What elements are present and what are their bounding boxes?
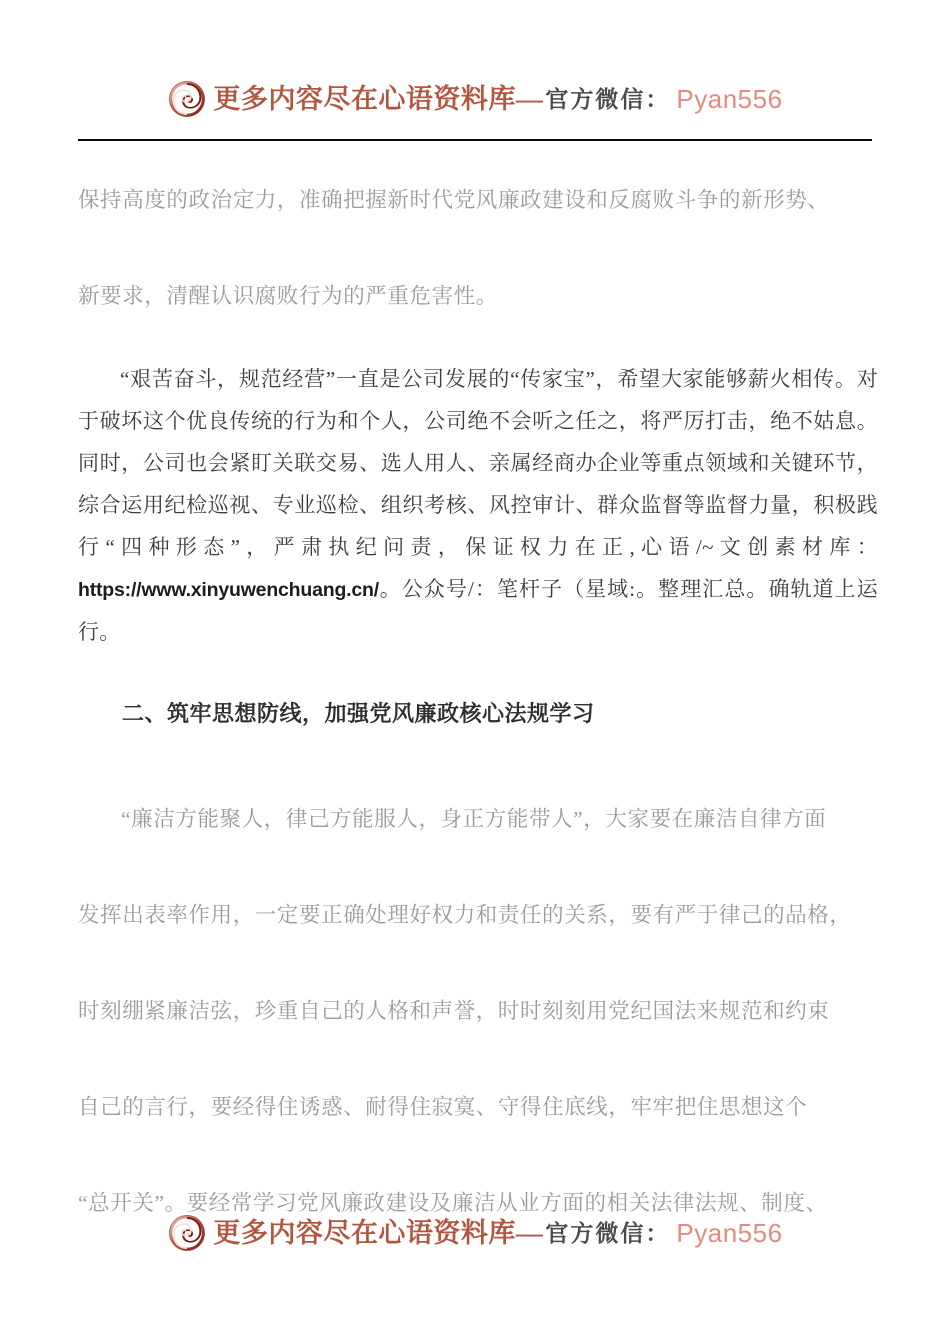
paragraph-company-tradition [78, 358, 878, 653]
watermark-brand-text: 更多内容尽在心语资料库— [213, 83, 544, 114]
section-heading-two: 二、筑牢思想防线，加强党风廉政核心法规学习 [122, 701, 595, 726]
paragraph-text-after-url: 。公众号/：笔杆子（星域:。整理汇总。确轨道上运行。 [78, 577, 878, 644]
footer-watermark [0, 1208, 950, 1258]
paragraph-line: 保持高度的政治定力，准确把握新时代党风廉政建设和反腐败斗争的新形势、 [78, 188, 830, 212]
document-body [78, 152, 878, 1251]
spacer [78, 725, 878, 771]
watermark-wechat-label: 官方微信： [545, 1220, 671, 1246]
watermark-brand-text: 更多内容尽在心语资料库— [213, 1217, 544, 1248]
spacer [78, 344, 878, 358]
watermark-wechat-id: Pyan556 [676, 1218, 783, 1248]
paragraph-line: 发挥出表率作用，一定要正确处理好权力和责任的关系，要有严于律己的品格， [78, 903, 852, 927]
paragraph-line: “廉洁方能聚人，律己方能服人，身正方能带人”，大家要在廉洁自律方面 [121, 807, 827, 831]
paragraph-political-resolve [78, 152, 878, 344]
paragraph-line: “总开关”。要经常学习党风廉政建设及廉洁从业方面的相关法律法规、制度、 [78, 1191, 828, 1215]
paragraph-line: 自己的言行，要经得住诱惑、耐得住寂寞、守得住底线，牢牢把住思想这个 [78, 1095, 808, 1119]
header-watermark [0, 74, 950, 124]
paragraph-text-before-url: “艰苦奋斗，规范经营”一直是公司发展的“传家宝”，希望大家能够薪火相传。对于破坏这个优良传统的行为和个人，公司绝不会听之任之，将严厉打击，绝不姑息。同时，公司也会紧盯关联交易、选人用人、亲属经商办企业等重点领域和关键环节，综合运用纪检巡视、专业巡检、组织考核、风控审计、群众监督等监督力量，积极践行“四种形态”，严肃执纪问责，保证权力在正,心语/~文创素材库： [78, 367, 878, 559]
paragraph-line: 时刻绷紧廉洁弦，珍重自己的人格和声誉，时时刻刻用党纪国法来规范和约束 [78, 999, 830, 1023]
paragraph-self-discipline [78, 771, 878, 867]
xinyu-swirl-logo-icon [167, 79, 207, 119]
source-library-url[interactable]: https://www.xinyuwenchuang.cn/ [78, 579, 379, 601]
spacer [78, 653, 878, 703]
watermark-wechat-label: 官方微信： [545, 86, 671, 112]
watermark-wechat-id: Pyan556 [676, 84, 783, 114]
xinyu-swirl-logo-icon [167, 1213, 207, 1253]
paragraph-self-discipline-cont [78, 867, 878, 1251]
paragraph-line: 新要求，清醒认识腐败行为的严重危害性。 [78, 284, 498, 308]
header-divider-rule [78, 139, 872, 141]
